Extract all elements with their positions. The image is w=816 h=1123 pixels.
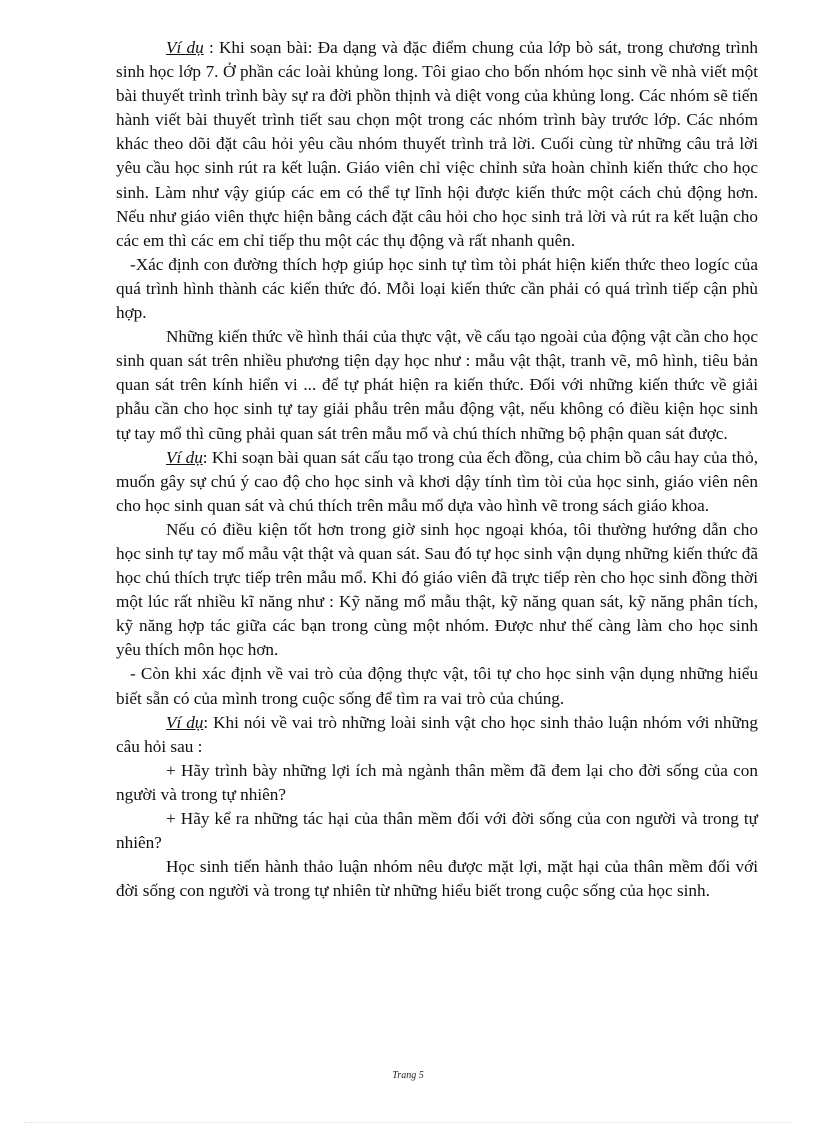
paragraph-example-dinosaur	[116, 36, 758, 253]
example-label: Ví dụ	[166, 447, 203, 467]
paragraph-text: + Hãy kể ra những tác hại của thân mềm đối với đời sống của con người và trong tự nhiên?	[116, 809, 758, 853]
paragraph-learning-path	[116, 253, 758, 325]
paragraph-text: Học sinh tiến hành thảo luận nhóm nêu được mặt lợi, mặt hại của thân mềm đối với đời sống con người và trong tự nhiên từ những hiểu biết trong cuộc sống của học sinh.	[116, 857, 758, 901]
paragraph-conclusion	[116, 855, 758, 903]
paragraph-example-discussion	[116, 711, 758, 759]
example-label: Ví dụ	[166, 38, 204, 57]
paragraph-morphology	[116, 325, 758, 445]
page-number: Trang 5	[392, 1070, 424, 1081]
paragraph-text: : Khi soạn bài: Đa dạng và đặc điểm chung của lớp bò sát, trong chương trình sinh học lớp 7. Ở phần các loài khủng long. Tôi giao cho bốn nhóm học sinh về nhà viết một bài thuyết trình trình bày sự ra đời phồn thịnh và diệt vong của khủng long. Các nhóm sẽ tiến hành viết bài thuyết trình tiết sau chọn một trong các nhóm trình bày trước lớp. Các nhóm khác theo dõi đặt câu hỏi yêu cầu nhóm thuyết trình trả lời. Cuối cùng từ những câu trả lời yêu cầu học sinh rút ra kết luận. Giáo viên chỉ việc chỉnh sửa hoàn chỉnh kiến thức cho học sinh. Làm như vậy giúp các em có thể tự lĩnh hội được kiến thức một cách chủ động hơn. Nếu như giáo viên thực hiện bằng cách đặt câu hỏi cho học sinh trả lời và rút ra kết luận cho các em thì các em chỉ tiếp thu một các thụ động và rất nhanh quên.	[116, 38, 759, 250]
paragraph-text: -Xác định con đường thích hợp giúp học sinh tự tìm tòi phát hiện kiến thức theo logíc của quá trình hình thành các kiến thức đó. Mỗi loại kiến thức cần phải có quá trình tiếp cận phù hợp.	[116, 254, 758, 323]
paragraph-text: - Còn khi xác định về vai trò của động thực vật, tôi tự cho học sinh vận dụng những hiểu biết sẵn có của mình trong cuộc sống để tìm ra vai trò của chúng.	[116, 664, 758, 708]
question-benefits	[116, 759, 758, 807]
example-label: Ví dụ	[166, 712, 204, 732]
paragraph-text: + Hãy trình bày những lợi ích mà ngành thân mềm đã đem lại cho đời sống của con người và trong tự nhiên?	[116, 760, 758, 804]
paragraph-example-dissection	[116, 446, 758, 518]
question-harms	[116, 807, 758, 855]
paragraph-text: : Khi soạn bài quan sát cấu tạo trong của ếch đồng, của chim bồ câu hay của thỏ, muốn gây sự chú ý cao độ cho học sinh và khơi dậy tính tìm tòi của học sinh, giáo viên nên cho học sinh quan sát và chú thích trên mẫu mổ dựa vào hình vẽ trong sách giáo khoa.	[116, 447, 758, 515]
paragraph-text: Những kiến thức về hình thái của thực vật, về cấu tạo ngoài của động vật cần cho học sinh quan sát trên nhiều phương tiện dạy học như : mẫu vật thật, tranh vẽ, mô hình, tiêu bản quan sát trên kính hiển vi ... để tự phát hiện ra kiến thức. Đối với những kiến thức về giải phẫu cần cho học sinh tự tay giải phẫu trên mẫu động vật, nếu không có điều kiện học sinh tự tay mổ thì cũng phải quan sát trên mẫu mổ và chú thích những bộ phận quan sát được.	[116, 327, 758, 443]
paragraph-text: Nếu có điều kiện tốt hơn trong giờ sinh học ngoại khóa, tôi thường hướng dẫn cho học sinh tự tay mổ mẫu vật thật và quan sát. Sau đó tự học sinh vận dụng những kiến thức đã học chú thích trực tiếp trên mẫu mổ. Khi đó giáo viên đã trực tiếp rèn cho học sinh đồng thời một lúc rất nhiều kĩ năng như : Kỹ năng mổ mẫu thật, kỹ năng quan sát, kỹ năng phân tích, kỹ năng hợp tác giữa các bạn trong cùng một nhóm. Được như thế càng làm cho học sinh yêu thích môn học hơn.	[116, 519, 758, 660]
document-body	[116, 36, 758, 903]
paragraph-roles	[116, 662, 758, 710]
paragraph-text: : Khi nói về vai trò những loài sinh vật cho học sinh thảo luận nhóm với những câu hỏi sau :	[116, 712, 758, 756]
paragraph-extracurricular	[116, 518, 758, 663]
